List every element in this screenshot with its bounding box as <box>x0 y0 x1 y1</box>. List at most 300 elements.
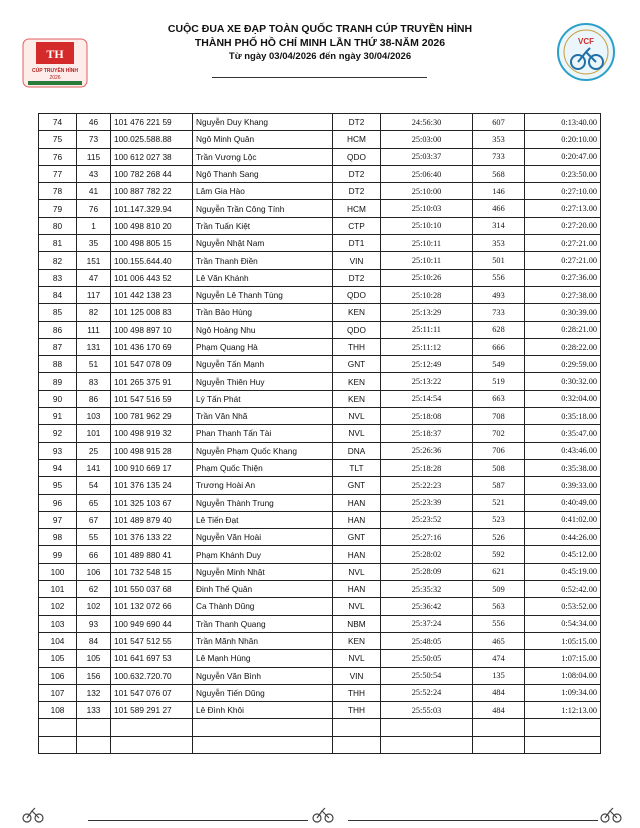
table-row <box>39 338 601 355</box>
uci-id-cell: 100.025.588.88 <box>111 131 193 148</box>
rider-name-cell: Lý Tấn Phát <box>193 390 333 407</box>
uci-id-cell: 101 732 548 15 <box>111 563 193 580</box>
time-gap-cell: 1:08:04.00 <box>525 667 601 684</box>
total-time-cell: 25:55:03 <box>381 702 473 719</box>
rank-cell: 79 <box>39 200 77 217</box>
empty-cell <box>333 719 381 736</box>
points-cell: 621 <box>473 563 525 580</box>
bib-cell: 102 <box>77 598 111 615</box>
bib-cell: 156 <box>77 667 111 684</box>
team-code-cell: THH <box>333 338 381 355</box>
bib-cell: 76 <box>77 200 111 217</box>
uci-id-cell: 101.147.329.94 <box>111 200 193 217</box>
rank-cell: 99 <box>39 546 77 563</box>
table-row <box>39 546 601 563</box>
rider-name-cell: Lê Đình Khôi <box>193 702 333 719</box>
total-time-cell: 25:28:02 <box>381 546 473 563</box>
total-time-cell: 25:11:11 <box>381 321 473 338</box>
footer-divider-right <box>348 820 598 821</box>
time-gap-cell: 0:52:42.00 <box>525 581 601 598</box>
uci-id-cell: 101 132 072 66 <box>111 598 193 615</box>
points-cell: 587 <box>473 477 525 494</box>
table-row <box>39 702 601 719</box>
rank-cell: 93 <box>39 442 77 459</box>
total-time-cell: 25:11:12 <box>381 338 473 355</box>
total-time-cell: 25:12:49 <box>381 356 473 373</box>
team-code-cell: QDO <box>333 321 381 338</box>
total-time-cell: 25:23:52 <box>381 511 473 528</box>
rank-cell: 100 <box>39 563 77 580</box>
team-code-cell: QDO <box>333 148 381 165</box>
points-cell: 465 <box>473 632 525 649</box>
rider-name-cell: Trần Tuấn Kiệt <box>193 217 333 234</box>
empty-cell <box>111 719 193 736</box>
rank-cell: 89 <box>39 373 77 390</box>
empty-cell <box>77 719 111 736</box>
page-header <box>0 0 640 100</box>
time-gap-cell: 0:28:21.00 <box>525 321 601 338</box>
uci-id-cell: 100 910 669 17 <box>111 459 193 476</box>
points-cell: 135 <box>473 667 525 684</box>
team-code-cell: GNT <box>333 477 381 494</box>
uci-id-cell: 101 006 443 52 <box>111 269 193 286</box>
time-gap-cell: 0:45:12.00 <box>525 546 601 563</box>
empty-table-row <box>39 719 601 736</box>
rank-cell: 108 <box>39 702 77 719</box>
empty-cell <box>111 736 193 753</box>
table-row <box>39 581 601 598</box>
bib-cell: 73 <box>77 131 111 148</box>
uci-id-cell: 101 550 037 68 <box>111 581 193 598</box>
bib-cell: 103 <box>77 408 111 425</box>
rider-name-cell: Nguyễn Văn Hoài <box>193 529 333 546</box>
bib-cell: 1 <box>77 217 111 234</box>
rider-name-cell: Lê Tiến Đạt <box>193 511 333 528</box>
total-time-cell: 25:13:29 <box>381 304 473 321</box>
points-cell: 484 <box>473 684 525 701</box>
rider-name-cell: Ngô Hoàng Nhu <box>193 321 333 338</box>
team-code-cell: VIN <box>333 667 381 684</box>
time-gap-cell: 0:35:18.00 <box>525 408 601 425</box>
team-code-cell: THH <box>333 684 381 701</box>
bib-cell: 115 <box>77 148 111 165</box>
rider-name-cell: Lâm Gia Hào <box>193 183 333 200</box>
rank-cell: 82 <box>39 252 77 269</box>
table-row <box>39 183 601 200</box>
rider-name-cell: Phạm Khánh Duy <box>193 546 333 563</box>
table-row <box>39 563 601 580</box>
team-code-cell: DT2 <box>333 114 381 131</box>
points-cell: 314 <box>473 217 525 234</box>
rider-name-cell: Trương Hoài An <box>193 477 333 494</box>
rider-name-cell: Nguyễn Thiên Huy <box>193 373 333 390</box>
team-code-cell: DT2 <box>333 165 381 182</box>
points-cell: 146 <box>473 183 525 200</box>
uci-id-cell: 100 498 810 20 <box>111 217 193 234</box>
empty-cell <box>39 719 77 736</box>
uci-id-cell: 101 547 076 07 <box>111 684 193 701</box>
rank-cell: 75 <box>39 131 77 148</box>
uci-id-cell: 101 442 138 23 <box>111 286 193 303</box>
table-row <box>39 408 601 425</box>
points-cell: 607 <box>473 114 525 131</box>
bib-cell: 84 <box>77 632 111 649</box>
table-row <box>39 615 601 632</box>
points-cell: 526 <box>473 529 525 546</box>
rider-name-cell: Nguyễn Văn Bình <box>193 667 333 684</box>
time-gap-cell: 0:27:21.00 <box>525 235 601 252</box>
points-cell: 708 <box>473 408 525 425</box>
total-time-cell: 25:18:37 <box>381 425 473 442</box>
table-row <box>39 321 601 338</box>
rider-name-cell: Phạm Quốc Thiện <box>193 459 333 476</box>
cyclist-icon <box>600 804 622 824</box>
time-gap-cell: 0:27:21.00 <box>525 252 601 269</box>
team-code-cell: HCM <box>333 200 381 217</box>
bib-cell: 65 <box>77 494 111 511</box>
time-gap-cell: 0:20:10.00 <box>525 131 601 148</box>
rider-name-cell: Ngô Minh Quân <box>193 131 333 148</box>
table-row <box>39 650 601 667</box>
time-gap-cell: 0:27:38.00 <box>525 286 601 303</box>
team-code-cell: VIN <box>333 252 381 269</box>
rider-name-cell: Phạm Quang Hà <box>193 338 333 355</box>
total-time-cell: 25:14:54 <box>381 390 473 407</box>
rank-cell: 84 <box>39 286 77 303</box>
team-code-cell: NVL <box>333 650 381 667</box>
total-time-cell: 25:52:24 <box>381 684 473 701</box>
rank-cell: 95 <box>39 477 77 494</box>
table-row <box>39 667 601 684</box>
rank-cell: 94 <box>39 459 77 476</box>
table-row <box>39 286 601 303</box>
uci-id-cell: 101 376 135 24 <box>111 477 193 494</box>
points-cell: 353 <box>473 235 525 252</box>
bib-cell: 151 <box>77 252 111 269</box>
uci-id-cell: 100 498 805 15 <box>111 235 193 252</box>
total-time-cell: 25:23:39 <box>381 494 473 511</box>
table-row <box>39 373 601 390</box>
empty-cell <box>193 719 333 736</box>
rider-name-cell: Nguyễn Phạm Quốc Khang <box>193 442 333 459</box>
total-time-cell: 25:10:10 <box>381 217 473 234</box>
total-time-cell: 25:10:03 <box>381 200 473 217</box>
bib-cell: 132 <box>77 684 111 701</box>
rider-name-cell: Nguyễn Nhật Nam <box>193 235 333 252</box>
bib-cell: 35 <box>77 235 111 252</box>
table-row <box>39 269 601 286</box>
empty-cell <box>39 736 77 753</box>
points-cell: 493 <box>473 286 525 303</box>
empty-table-row <box>39 736 601 753</box>
team-code-cell: CTP <box>333 217 381 234</box>
rank-cell: 102 <box>39 598 77 615</box>
bib-cell: 46 <box>77 114 111 131</box>
vcf-logo-text: VCF <box>578 37 594 46</box>
cup-logo <box>22 38 88 88</box>
uci-id-cell: 100 498 897 10 <box>111 321 193 338</box>
rank-cell: 80 <box>39 217 77 234</box>
table-row <box>39 252 601 269</box>
time-gap-cell: 0:27:10.00 <box>525 183 601 200</box>
rank-cell: 90 <box>39 390 77 407</box>
empty-cell <box>473 736 525 753</box>
uci-id-cell: 101 489 879 40 <box>111 511 193 528</box>
total-time-cell: 25:06:40 <box>381 165 473 182</box>
rider-name-cell: Đinh Thế Quân <box>193 581 333 598</box>
points-cell: 592 <box>473 546 525 563</box>
rider-name-cell: Lê Mạnh Hùng <box>193 650 333 667</box>
points-cell: 484 <box>473 702 525 719</box>
time-gap-cell: 0:29:59.00 <box>525 356 601 373</box>
table-row <box>39 684 601 701</box>
table-row <box>39 598 601 615</box>
empty-cell <box>193 736 333 753</box>
table-row <box>39 477 601 494</box>
table-row <box>39 494 601 511</box>
uci-id-cell: 101 641 697 53 <box>111 650 193 667</box>
total-time-cell: 25:50:05 <box>381 650 473 667</box>
rider-name-cell: Nguyễn Minh Nhật <box>193 563 333 580</box>
total-time-cell: 25:03:37 <box>381 148 473 165</box>
table-row <box>39 529 601 546</box>
time-gap-cell: 0:27:13.00 <box>525 200 601 217</box>
time-gap-cell: 0:40:49.00 <box>525 494 601 511</box>
bib-cell: 43 <box>77 165 111 182</box>
empty-cell <box>473 719 525 736</box>
team-code-cell: KEN <box>333 390 381 407</box>
cyclist-icon <box>312 804 334 824</box>
rider-name-cell: Ngô Thanh Sang <box>193 165 333 182</box>
rank-cell: 98 <box>39 529 77 546</box>
empty-cell <box>525 736 601 753</box>
uci-id-cell: 101 376 133 22 <box>111 529 193 546</box>
rank-cell: 105 <box>39 650 77 667</box>
team-code-cell: NBM <box>333 615 381 632</box>
points-cell: 706 <box>473 442 525 459</box>
uci-id-cell: 101 436 170 69 <box>111 338 193 355</box>
table-row <box>39 304 601 321</box>
race-title: CUỘC ĐUA XE ĐẠP TOÀN QUỐC TRANH CÚP TRUYỀN HÌNH <box>167 23 473 35</box>
points-cell: 549 <box>473 356 525 373</box>
race-date-range: Từ ngày 03/04/2026 đến ngày 30/04/2026 <box>228 51 412 62</box>
rank-cell: 85 <box>39 304 77 321</box>
time-gap-cell: 1:07:15.00 <box>525 650 601 667</box>
team-code-cell: KEN <box>333 632 381 649</box>
rank-cell: 96 <box>39 494 77 511</box>
uci-id-cell: 101 547 078 09 <box>111 356 193 373</box>
rank-cell: 101 <box>39 581 77 598</box>
uci-id-cell: 101 476 221 59 <box>111 114 193 131</box>
uci-id-cell: 101 589 291 27 <box>111 702 193 719</box>
table-row <box>39 356 601 373</box>
points-cell: 466 <box>473 200 525 217</box>
total-time-cell: 25:03:00 <box>381 131 473 148</box>
team-code-cell: QDO <box>333 286 381 303</box>
time-gap-cell: 0:54:34.00 <box>525 615 601 632</box>
bib-cell: 82 <box>77 304 111 321</box>
table-row <box>39 200 601 217</box>
bib-cell: 131 <box>77 338 111 355</box>
bib-cell: 111 <box>77 321 111 338</box>
bib-cell: 83 <box>77 373 111 390</box>
table-row <box>39 114 601 131</box>
rider-name-cell: Trần Mãnh Nhân <box>193 632 333 649</box>
rider-name-cell: Trần Bảo Hùng <box>193 304 333 321</box>
table-row <box>39 632 601 649</box>
uci-id-cell: 100 782 268 44 <box>111 165 193 182</box>
time-gap-cell: 0:27:20.00 <box>525 217 601 234</box>
bib-cell: 133 <box>77 702 111 719</box>
points-cell: 568 <box>473 165 525 182</box>
points-cell: 733 <box>473 148 525 165</box>
total-time-cell: 25:26:36 <box>381 442 473 459</box>
points-cell: 563 <box>473 598 525 615</box>
points-cell: 353 <box>473 131 525 148</box>
team-code-cell: KEN <box>333 373 381 390</box>
rider-name-cell: Phan Thanh Tấn Tài <box>193 425 333 442</box>
points-cell: 702 <box>473 425 525 442</box>
vcf-logo <box>556 22 616 82</box>
time-gap-cell: 0:45:19.00 <box>525 563 601 580</box>
points-cell: 628 <box>473 321 525 338</box>
table-row <box>39 165 601 182</box>
rider-name-cell: Trần Vương Lộc <box>193 148 333 165</box>
rider-name-cell: Nguyễn Thành Trung <box>193 494 333 511</box>
rank-cell: 81 <box>39 235 77 252</box>
team-code-cell: HAN <box>333 494 381 511</box>
uci-id-cell: 101 547 512 55 <box>111 632 193 649</box>
total-time-cell: 25:37:24 <box>381 615 473 632</box>
uci-id-cell: 101 547 516 59 <box>111 390 193 407</box>
table-row <box>39 425 601 442</box>
team-code-cell: GNT <box>333 356 381 373</box>
bib-cell: 25 <box>77 442 111 459</box>
bib-cell: 141 <box>77 459 111 476</box>
team-code-cell: DT1 <box>333 235 381 252</box>
team-code-cell: NVL <box>333 598 381 615</box>
rank-cell: 76 <box>39 148 77 165</box>
team-code-cell: DNA <box>333 442 381 459</box>
rider-name-cell: Nguyễn Tiến Dũng <box>193 684 333 701</box>
cyclist-icon <box>22 804 44 824</box>
total-time-cell: 25:10:11 <box>381 252 473 269</box>
time-gap-cell: 0:53:52.00 <box>525 598 601 615</box>
uci-id-cell: 100.155.644.40 <box>111 252 193 269</box>
uci-id-cell: 100 498 919 32 <box>111 425 193 442</box>
time-gap-cell: 0:27:36.00 <box>525 269 601 286</box>
uci-id-cell: 101 265 375 91 <box>111 373 193 390</box>
cup-logo-text: CÚP TRUYỀN HÌNH <box>31 68 79 74</box>
total-time-cell: 25:22:23 <box>381 477 473 494</box>
uci-id-cell: 100 949 690 44 <box>111 615 193 632</box>
time-gap-cell: 0:35:47.00 <box>525 425 601 442</box>
total-time-cell: 25:10:11 <box>381 235 473 252</box>
rank-cell: 86 <box>39 321 77 338</box>
team-code-cell: NVL <box>333 425 381 442</box>
bib-cell: 105 <box>77 650 111 667</box>
cup-logo-year: 2026 <box>49 75 61 81</box>
bib-cell: 117 <box>77 286 111 303</box>
points-cell: 666 <box>473 338 525 355</box>
uci-id-cell: 100.632.720.70 <box>111 667 193 684</box>
bib-cell: 86 <box>77 390 111 407</box>
points-cell: 523 <box>473 511 525 528</box>
total-time-cell: 25:13:22 <box>381 373 473 390</box>
rider-name-cell: Trần Thanh Quang <box>193 615 333 632</box>
rank-cell: 92 <box>39 425 77 442</box>
rank-cell: 78 <box>39 183 77 200</box>
svg-text:TH: TH <box>46 47 64 61</box>
table-row <box>39 148 601 165</box>
bib-cell: 41 <box>77 183 111 200</box>
rider-name-cell: Nguyễn Lê Thanh Tùng <box>193 286 333 303</box>
header-divider <box>212 77 427 78</box>
empty-cell <box>77 736 111 753</box>
table-row <box>39 442 601 459</box>
table-row <box>39 511 601 528</box>
time-gap-cell: 0:28:22.00 <box>525 338 601 355</box>
time-gap-cell: 0:30:39.00 <box>525 304 601 321</box>
uci-id-cell: 101 325 103 67 <box>111 494 193 511</box>
uci-id-cell: 100 612 027 38 <box>111 148 193 165</box>
rank-cell: 88 <box>39 356 77 373</box>
team-code-cell: TLT <box>333 459 381 476</box>
rider-name-cell: Nguyễn Tấn Mạnh <box>193 356 333 373</box>
time-gap-cell: 0:13:40.00 <box>525 114 601 131</box>
bib-cell: 62 <box>77 581 111 598</box>
team-code-cell: HAN <box>333 511 381 528</box>
points-cell: 474 <box>473 650 525 667</box>
points-cell: 663 <box>473 390 525 407</box>
uci-id-cell: 101 125 008 83 <box>111 304 193 321</box>
total-time-cell: 25:18:28 <box>381 459 473 476</box>
time-gap-cell: 0:35:38.00 <box>525 459 601 476</box>
points-cell: 508 <box>473 459 525 476</box>
footer-divider-left <box>88 820 308 821</box>
bib-cell: 51 <box>77 356 111 373</box>
team-code-cell: DT2 <box>333 183 381 200</box>
empty-cell <box>381 719 473 736</box>
table-row <box>39 217 601 234</box>
uci-id-cell: 100 781 962 29 <box>111 408 193 425</box>
uci-id-cell: 100 498 915 28 <box>111 442 193 459</box>
rank-cell: 97 <box>39 511 77 528</box>
team-code-cell: THH <box>333 702 381 719</box>
rider-name-cell: Trần Thanh Điền <box>193 252 333 269</box>
empty-cell <box>333 736 381 753</box>
team-code-cell: NVL <box>333 408 381 425</box>
time-gap-cell: 1:12:13.00 <box>525 702 601 719</box>
rank-cell: 106 <box>39 667 77 684</box>
time-gap-cell: 0:39:33.00 <box>525 477 601 494</box>
table-row <box>39 459 601 476</box>
rider-name-cell: Trần Văn Nhã <box>193 408 333 425</box>
table-row <box>39 235 601 252</box>
total-time-cell: 25:18:08 <box>381 408 473 425</box>
bib-cell: 47 <box>77 269 111 286</box>
race-subtitle: THÀNH PHỐ HỒ CHÍ MINH LẦN THỨ 38-NĂM 2026 <box>194 37 446 49</box>
rank-cell: 104 <box>39 632 77 649</box>
rider-name-cell: Nguyễn Trần Công Tính <box>193 200 333 217</box>
rank-cell: 87 <box>39 338 77 355</box>
points-cell: 501 <box>473 252 525 269</box>
table-row <box>39 390 601 407</box>
points-cell: 519 <box>473 373 525 390</box>
bib-cell: 54 <box>77 477 111 494</box>
bib-cell: 101 <box>77 425 111 442</box>
bib-cell: 93 <box>77 615 111 632</box>
